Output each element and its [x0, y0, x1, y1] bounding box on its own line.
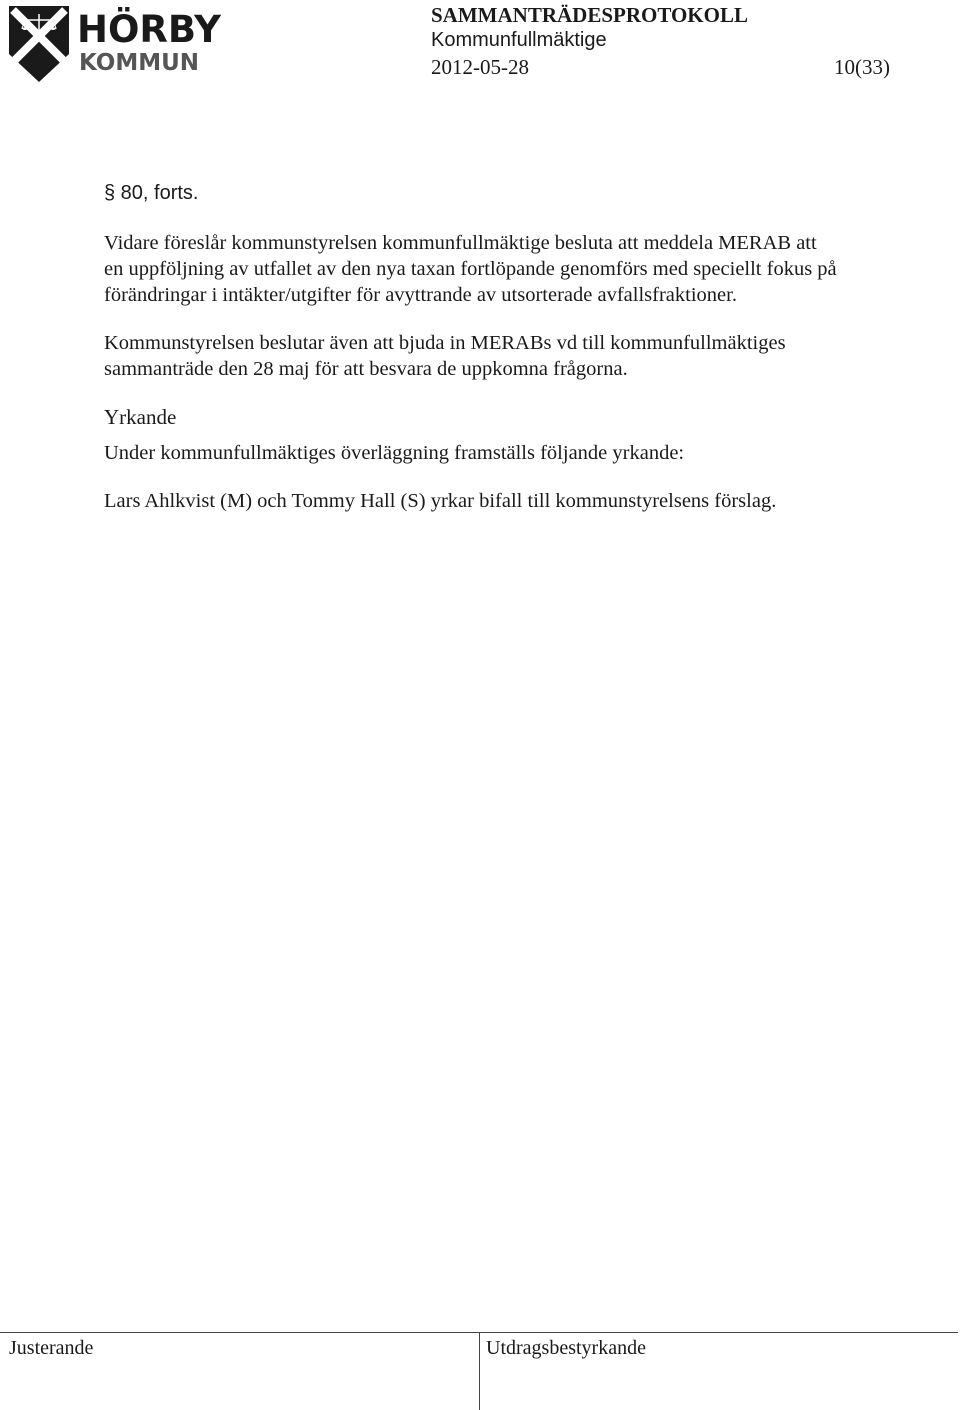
paragraph-decision — [104, 330, 924, 382]
page-number: 10(33) — [834, 55, 890, 79]
paragraph-proposal — [104, 230, 924, 308]
document-header — [431, 3, 901, 81]
paragraph-line: Vidare föreslår kommunstyrelsen kommunfullmäktige besluta att meddela MERAB att — [104, 232, 817, 254]
paragraph-line: en uppföljning av utfallet av den nya taxan fortlöpande genomförs med speciellt fokus på — [104, 258, 837, 280]
paragraph-motion-intro: Under kommunfullmäktiges överläggning framställs följande yrkande: — [104, 442, 685, 464]
paragraph-line: sammanträde den 28 maj för att besvara de uppkomna frågorna. — [104, 358, 628, 380]
section-reference: § 80, forts. — [104, 182, 199, 204]
date-row — [431, 53, 901, 81]
document-type: SAMMANTRÄDESPROTOKOLL — [431, 3, 748, 27]
paragraph-line: Kommunstyrelsen beslutar även att bjuda in MERABs vd till kommunfullmäktiges — [104, 332, 786, 354]
paragraph-line: förändringar i intäkter/utgifter för avyttrande av utsorterade avfallsfraktioner. — [104, 284, 737, 306]
section-heading: Yrkande — [104, 405, 177, 429]
coat-of-arms-icon — [7, 4, 221, 84]
signature-footer — [0, 1332, 960, 1410]
logo-wordmark-bottom: KOMMUN — [79, 50, 200, 76]
meeting-date: 2012-05-28 — [431, 55, 529, 79]
adjuster-label: Justerande — [9, 1337, 94, 1359]
body-name: Kommunfullmäktige — [431, 29, 607, 51]
paragraph-motion: Lars Ahlkvist (M) och Tommy Hall (S) yrkar bifall till kommunstyrelsens förslag. — [104, 490, 777, 512]
certification-label: Utdragsbestyrkande — [486, 1337, 646, 1359]
logo-wordmark-top: HÖRBY — [77, 8, 221, 51]
document-body — [104, 180, 924, 536]
footer-divider — [479, 1332, 480, 1410]
municipality-logo — [7, 4, 221, 84]
